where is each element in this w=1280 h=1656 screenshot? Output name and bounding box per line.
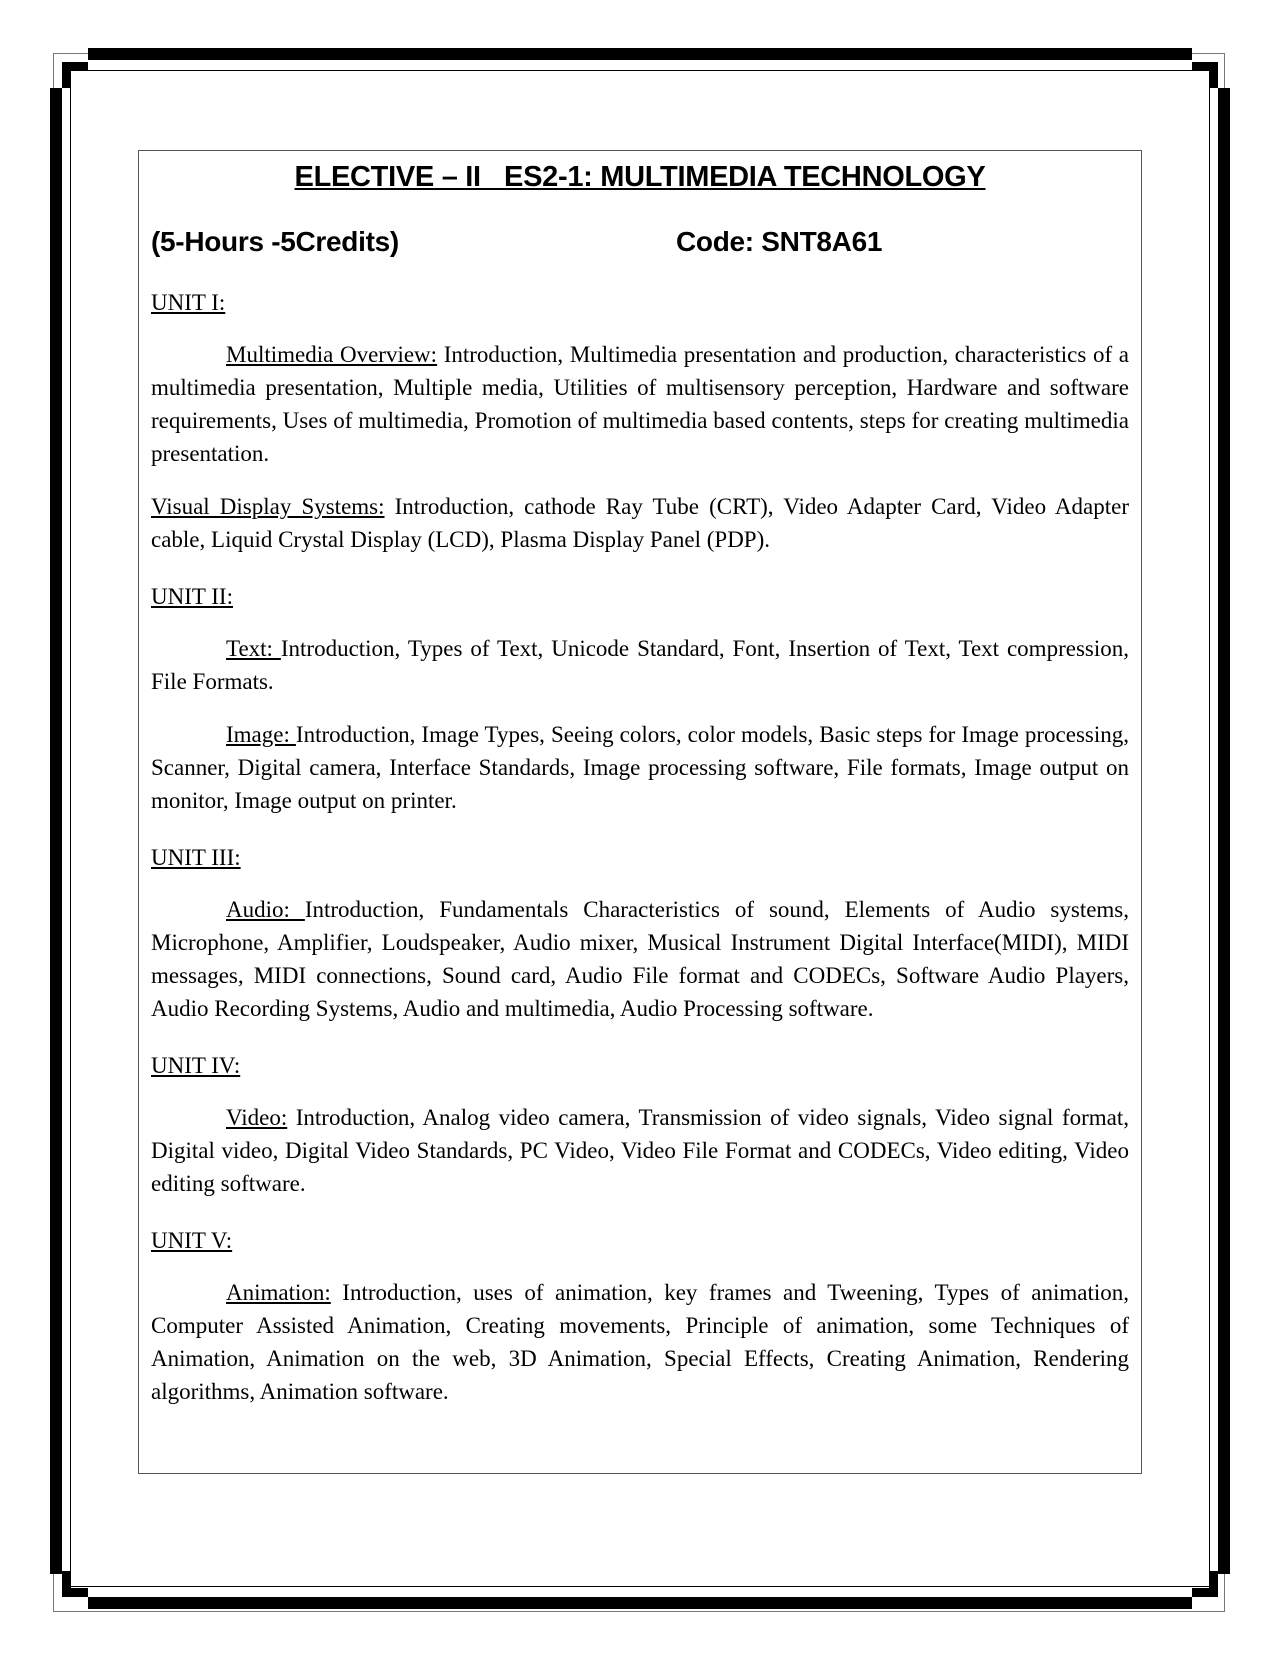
page-border-right <box>1218 88 1230 1574</box>
unit-paragraph <box>151 718 1129 817</box>
topic-label: Text: <box>226 636 281 661</box>
topic-label: Visual Display Systems: <box>151 494 385 519</box>
unit-paragraph <box>151 1101 1129 1200</box>
topic-text: Introduction, Analog video camera, Transmission of video signals, Video signal format, Digital video, Digital Video Standards, PC Video, Video File Format and CODECs, Video editing, Video editing software. <box>151 1105 1129 1196</box>
unit-heading: UNIT III: <box>151 845 241 870</box>
topic-text: Introduction, Multimedia presentation and production, characteristics of a multimedia presentation, Multiple media, Utilities of multisensory perception, Hardware and software requirements, Uses of multimedia, Promotion of multimedia based contents, steps for creating multimedia presentation. <box>151 342 1129 466</box>
topic-text: Introduction, cathode Ray Tube (CRT), Video Adapter Card, Video Adapter cable, Liquid Crystal Display (LCD), Plasma Display Panel (PDP). <box>151 494 1129 552</box>
page-border-bottom <box>88 1597 1192 1609</box>
syllabus-box <box>138 150 1142 1474</box>
unit-paragraph <box>151 893 1129 1025</box>
page-border-top <box>88 48 1192 60</box>
unit-heading: UNIT V: <box>151 1228 233 1253</box>
topic-text: Introduction, Types of Text, Unicode Standard, Font, Insertion of Text, Text compression, File Formats. <box>151 636 1129 694</box>
topic-label: Image: <box>226 722 296 747</box>
course-code: Code: SNT8A61 <box>676 226 883 257</box>
page-border-left <box>50 88 62 1574</box>
unit-paragraph <box>151 1276 1129 1408</box>
hours-credits: (5-Hours -5Credits) <box>151 226 399 257</box>
topic-text: Introduction, Fundamentals Characteristics of sound, Elements of Audio systems, Microphone, Amplifier, Loudspeaker, Audio mixer, Musical Instrument Digital Interface(MIDI), MIDI messages, MIDI connections, Sound card, Audio File format and CODECs, Software Audio Players, Audio Recording Systems, Audio and multimedia, Audio Processing software. <box>151 897 1130 1021</box>
unit-paragraph <box>151 632 1129 698</box>
unit-heading: UNIT IV: <box>151 1053 241 1078</box>
topic-label: Video: <box>226 1105 288 1130</box>
unit-heading: UNIT II: <box>151 584 233 609</box>
topic-text: Introduction, uses of animation, key frames and Tweening, Types of animation, Computer Assisted Animation, Creating movements, Principle of animation, some Techniques of Animation, Animation on the web, 3D Animation, Special Effects, Creating Animation, Rendering algorithms, Animation software. <box>151 1280 1129 1404</box>
topic-label: Multimedia Overview: <box>226 342 438 367</box>
topic-text: Introduction, Image Types, Seeing colors, color models, Basic steps for Image processing, Scanner, Digital camera, Interface Standards, Image processing software, File formats, Image output on monitor, Image output on printer. <box>151 722 1129 813</box>
topic-label: Animation: <box>226 1280 331 1305</box>
unit-paragraph <box>151 490 1129 556</box>
page-title: ELECTIVE – II ES2-1: MULTIMEDIA TECHNOLOGY <box>294 161 986 193</box>
topic-label: Audio: <box>226 897 305 922</box>
unit-heading: UNIT I: <box>151 290 226 315</box>
unit-paragraph <box>151 338 1129 470</box>
hours-code-row <box>151 226 1129 266</box>
